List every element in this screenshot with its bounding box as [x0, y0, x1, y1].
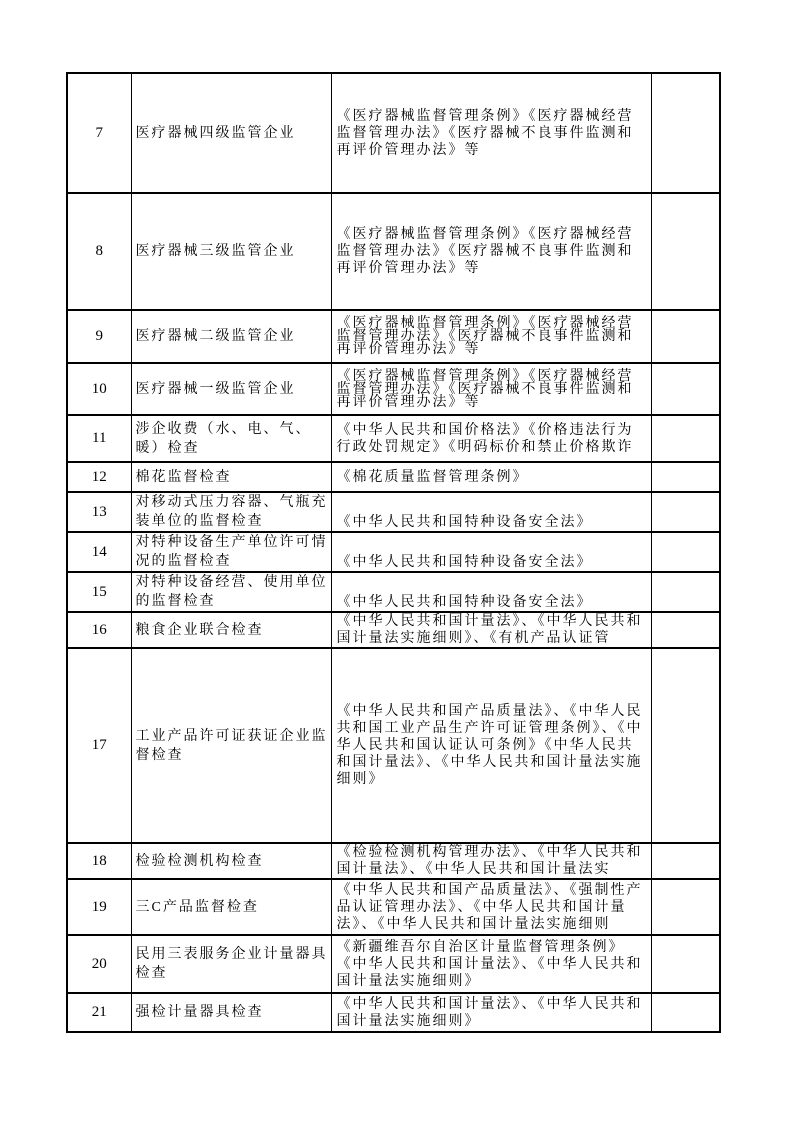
remark-cell	[651, 879, 720, 935]
remark-cell	[651, 935, 720, 993]
remark-cell	[651, 415, 720, 462]
legal-basis-cell: 《检验检测机构管理办法》、《中华人民共和国计量法》、《中华人民共和国计量法实	[331, 843, 651, 879]
row-number-cell: 16	[67, 612, 131, 648]
legal-basis-cell: 《中华人民共和国产品质量法》、《强制性产品认证管理办法》、《中华人民共和国计量法》、《中华人民共和国计量法实施细则	[331, 879, 651, 935]
row-number-cell: 14	[67, 532, 131, 572]
legal-basis-cell: 《中华人民共和国产品质量法》、《中华人民共和国工业产品生产许可证管理条例》、《中华人民共和国认证认可条例》《中华人民共和国计量法》、《中华人民共和国计量法实施细则》	[331, 648, 651, 843]
row-number-cell: 8	[67, 193, 131, 310]
table-row	[67, 193, 720, 310]
row-number-cell: 9	[67, 310, 131, 363]
inspection-item-cell: 医疗器械四级监管企业	[131, 73, 331, 193]
remark-cell	[651, 193, 720, 310]
row-number-cell: 17	[67, 648, 131, 843]
remark-cell	[651, 993, 720, 1032]
remark-cell	[651, 572, 720, 612]
remark-cell	[651, 310, 720, 363]
legal-basis-cell: 《中华人民共和国特种设备安全法》	[331, 492, 651, 532]
row-number-cell: 18	[67, 843, 131, 879]
legal-basis-cell: 《医疗器械监督管理条例》《医疗器械经营监督管理办法》《医疗器械不良事件监测和再评价管理办法》等	[331, 73, 651, 193]
inspection-item-cell: 医疗器械二级监管企业	[131, 310, 331, 363]
row-number-cell: 21	[67, 993, 131, 1032]
legal-basis-cell: 《中华人民共和国特种设备安全法》	[331, 572, 651, 612]
table-row	[67, 572, 720, 612]
table-body	[67, 73, 720, 1032]
remark-cell	[651, 462, 720, 492]
table-row	[67, 648, 720, 843]
remark-cell	[651, 532, 720, 572]
inspection-item-cell: 对特种设备经营、使用单位的监督检查	[131, 572, 331, 612]
remark-cell	[651, 363, 720, 415]
inspection-item-cell: 对特种设备生产单位许可情况的监督检查	[131, 532, 331, 572]
remark-cell	[651, 648, 720, 843]
inspection-item-cell: 粮食企业联合检查	[131, 612, 331, 648]
table-row	[67, 415, 720, 462]
row-number-cell: 20	[67, 935, 131, 993]
table-row	[67, 935, 720, 993]
legal-basis-cell: 《医疗器械监督管理条例》《医疗器械经营监督管理办法》《医疗器械不良事件监测和再评价管理办法》等	[331, 363, 651, 415]
inspection-item-cell: 民用三表服务企业计量器具检查	[131, 935, 331, 993]
remark-cell	[651, 73, 720, 193]
legal-basis-cell: 《中华人民共和国计量法》、《中华人民共和国计量法实施细则》	[331, 993, 651, 1032]
inspection-items-table	[66, 72, 721, 1033]
legal-basis-cell: 《棉花质量监督管理条例》	[331, 462, 651, 492]
inspection-item-cell: 三C产品监督检查	[131, 879, 331, 935]
remark-cell	[651, 612, 720, 648]
row-number-cell: 13	[67, 492, 131, 532]
row-number-cell: 7	[67, 73, 131, 193]
legal-basis-cell: 《中华人民共和国计量法》、《中华人民共和国计量法实施细则》、《有机产品认证管	[331, 612, 651, 648]
row-number-cell: 11	[67, 415, 131, 462]
inspection-item-cell: 强检计量器具检查	[131, 993, 331, 1032]
inspection-item-cell: 棉花监督检查	[131, 462, 331, 492]
inspection-item-cell: 医疗器械三级监管企业	[131, 193, 331, 310]
legal-basis-cell: 《中华人民共和国特种设备安全法》	[331, 532, 651, 572]
row-number-cell: 19	[67, 879, 131, 935]
inspection-item-cell: 检验检测机构检查	[131, 843, 331, 879]
inspection-item-cell: 对移动式压力容器、气瓶充装单位的监督检查	[131, 492, 331, 532]
row-number-cell: 15	[67, 572, 131, 612]
table-row	[67, 310, 720, 363]
table-row	[67, 73, 720, 193]
table-row	[67, 462, 720, 492]
legal-basis-cell: 《医疗器械监督管理条例》《医疗器械经营监督管理办法》《医疗器械不良事件监测和再评价管理办法》等	[331, 310, 651, 363]
table-row	[67, 843, 720, 879]
row-number-cell: 12	[67, 462, 131, 492]
table-row	[67, 532, 720, 572]
inspection-item-cell: 工业产品许可证获证企业监督检查	[131, 648, 331, 843]
table-row	[67, 993, 720, 1032]
table-row	[67, 612, 720, 648]
remark-cell	[651, 843, 720, 879]
legal-basis-cell: 《医疗器械监督管理条例》《医疗器械经营监督管理办法》《医疗器械不良事件监测和再评价管理办法》等	[331, 193, 651, 310]
legal-basis-cell: 《中华人民共和国价格法》《价格违法行为行政处罚规定》《明码标价和禁止价格欺诈	[331, 415, 651, 462]
row-number-cell: 10	[67, 363, 131, 415]
legal-basis-cell: 《新疆维吾尔自治区计量监督管理条例》《中华人民共和国计量法》、《中华人民共和国计量法实施细则》	[331, 935, 651, 993]
table-row	[67, 879, 720, 935]
inspection-item-cell: 医疗器械一级监管企业	[131, 363, 331, 415]
remark-cell	[651, 492, 720, 532]
table-row	[67, 363, 720, 415]
inspection-item-cell: 涉企收费（水、电、气、暖）检查	[131, 415, 331, 462]
table-row	[67, 492, 720, 532]
